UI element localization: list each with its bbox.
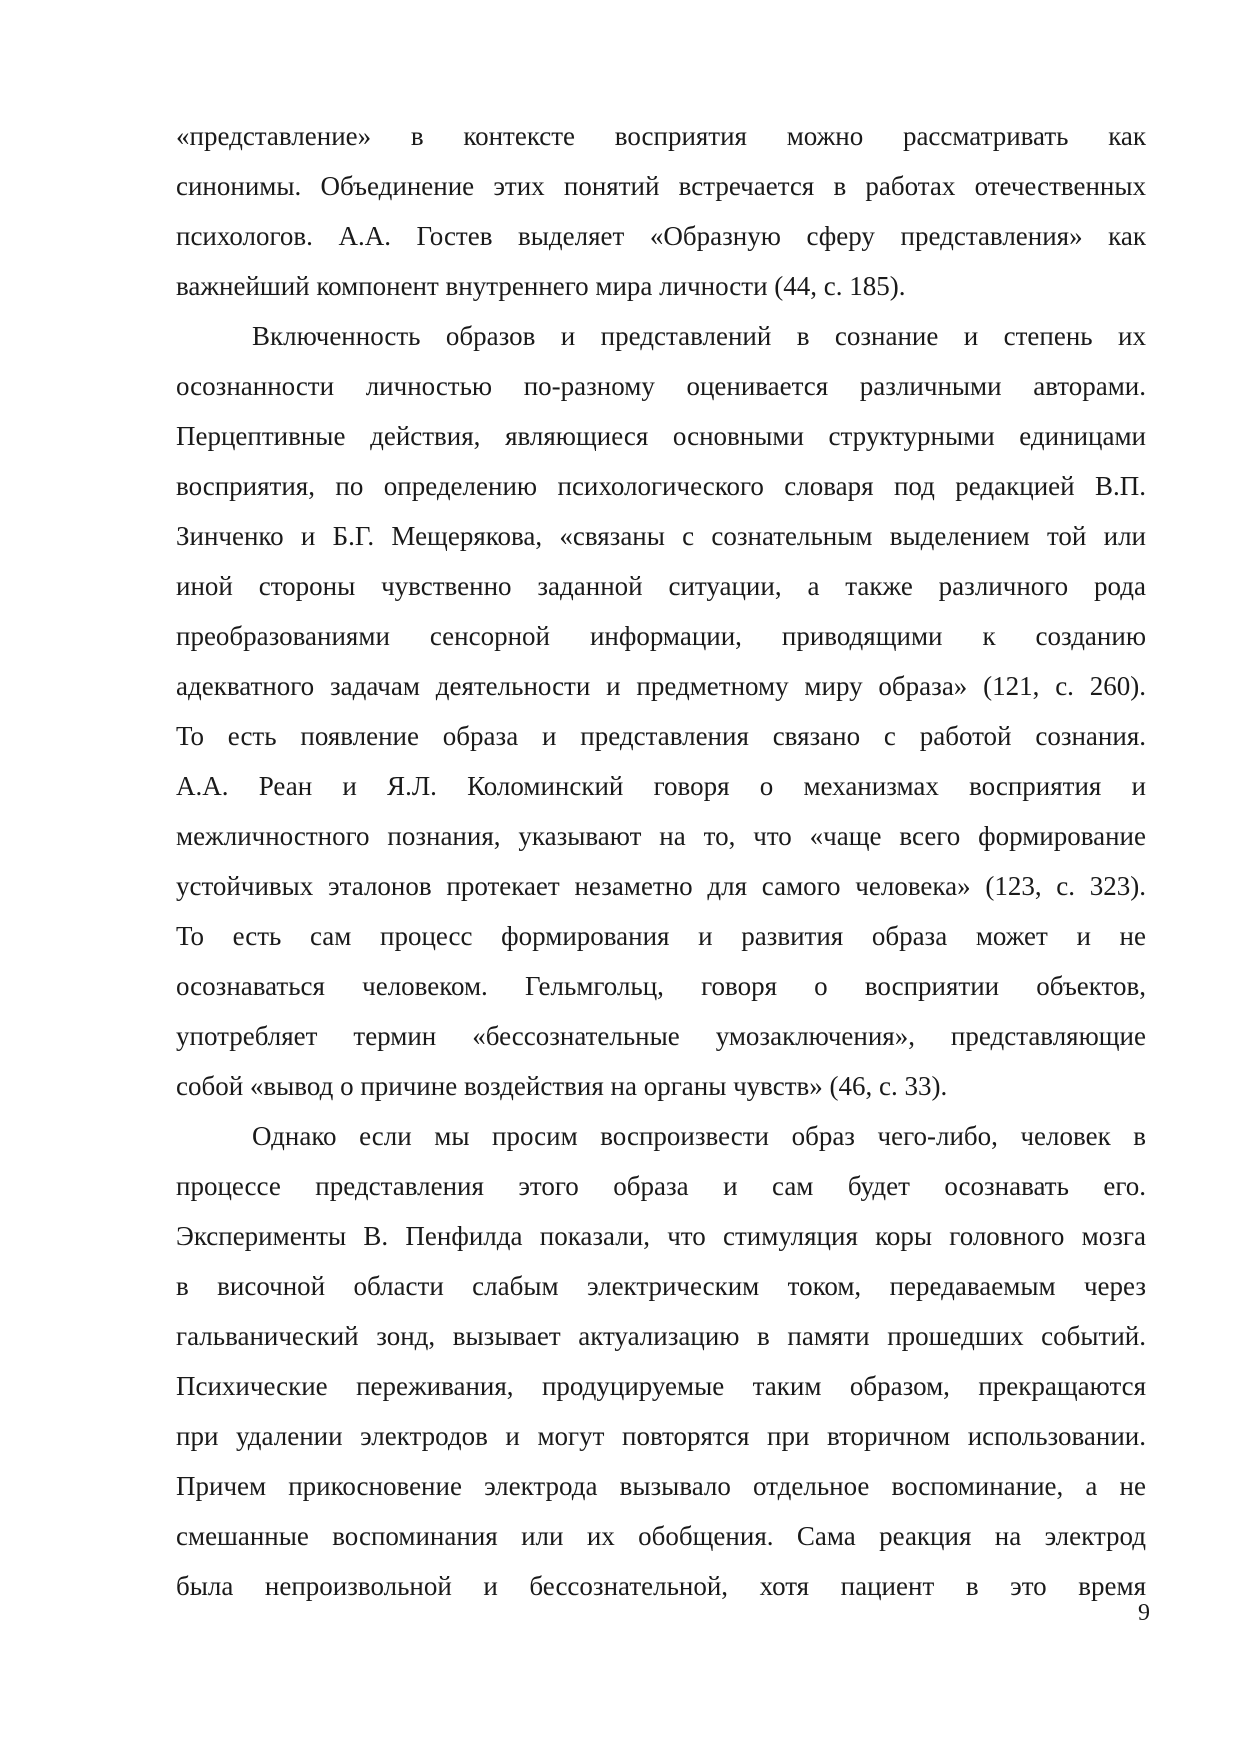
text-line: А.А. Реан и Я.Л. Коломинский говоря о механизмах восприятия и [176, 771, 1146, 801]
text-line: Однако если мы просим воспроизвести образ чего-либо, человек в [252, 1121, 1146, 1151]
text-line: адекватного задачам деятельности и предметному миру образа» (121, с. 260). [176, 671, 1146, 701]
text-line: при удалении электродов и могут повторятся при вторичном использовании. [176, 1421, 1146, 1451]
text-line: «представление» в контексте восприятия можно рассматривать как [176, 121, 1146, 151]
page-number: 9 [1138, 1600, 1150, 1626]
text-line: употребляет термин «бессознательные умозаключения», представляющие [176, 1021, 1146, 1051]
text-line: осознаваться человеком. Гельмгольц, говоря о восприятии объектов, [176, 971, 1146, 1001]
text-line: собой «вывод о причине воздействия на органы чувств» (46, с. 33). [176, 1071, 948, 1101]
text-line: преобразованиями сенсорной информации, приводящими к созданию [176, 621, 1146, 651]
text-line: То есть сам процесс формирования и развития образа может и не [176, 921, 1146, 951]
text-line: была непроизвольной и бессознательной, хотя пациент в это время [176, 1571, 1146, 1601]
text-line: осознанности личностью по-разному оценивается различными авторами. [176, 371, 1146, 401]
body-text [176, 111, 1146, 1611]
text-line: гальванический зонд, вызывает актуализацию в памяти прошедших событий. [176, 1321, 1146, 1351]
text-line: Причем прикосновение электрода вызывало отдельное воспоминание, а не [176, 1471, 1146, 1501]
text-line: иной стороны чувственно заданной ситуации, а также различного рода [176, 571, 1146, 601]
text-line: То есть появление образа и представления связано с работой сознания. [176, 721, 1146, 751]
text-line: процессе представления этого образа и сам будет осознавать его. [176, 1171, 1146, 1201]
text-line: Эксперименты В. Пенфилда показали, что стимуляция коры головного мозга [176, 1221, 1146, 1251]
text-line: психологов. А.А. Гостев выделяет «Образную сферу представления» как [176, 221, 1146, 251]
text-line: в височной области слабым электрическим током, передаваемым через [176, 1271, 1146, 1301]
text-line: Психические переживания, продуцируемые таким образом, прекращаются [176, 1371, 1146, 1401]
text-line: Зинченко и Б.Г. Мещерякова, «связаны с сознательным выделением той или [176, 521, 1146, 551]
text-line: синонимы. Объединение этих понятий встречается в работах отечественных [176, 171, 1146, 201]
text-line: смешанные воспоминания или их обобщения. Сама реакция на электрод [176, 1521, 1146, 1551]
text-line: Перцептивные действия, являющиеся основными структурными единицами [176, 421, 1146, 451]
text-line: Включенность образов и представлений в сознание и степень их [252, 321, 1146, 351]
text-line: важнейший компонент внутреннего мира личности (44, с. 185). [176, 271, 906, 301]
text-line: устойчивых эталонов протекает незаметно для самого человека» (123, с. 323). [176, 871, 1146, 901]
text-line: межличностного познания, указывают на то, что «чаще всего формирование [176, 821, 1146, 851]
text-line: восприятия, по определению психологического словаря под редакцией В.П. [176, 471, 1146, 501]
